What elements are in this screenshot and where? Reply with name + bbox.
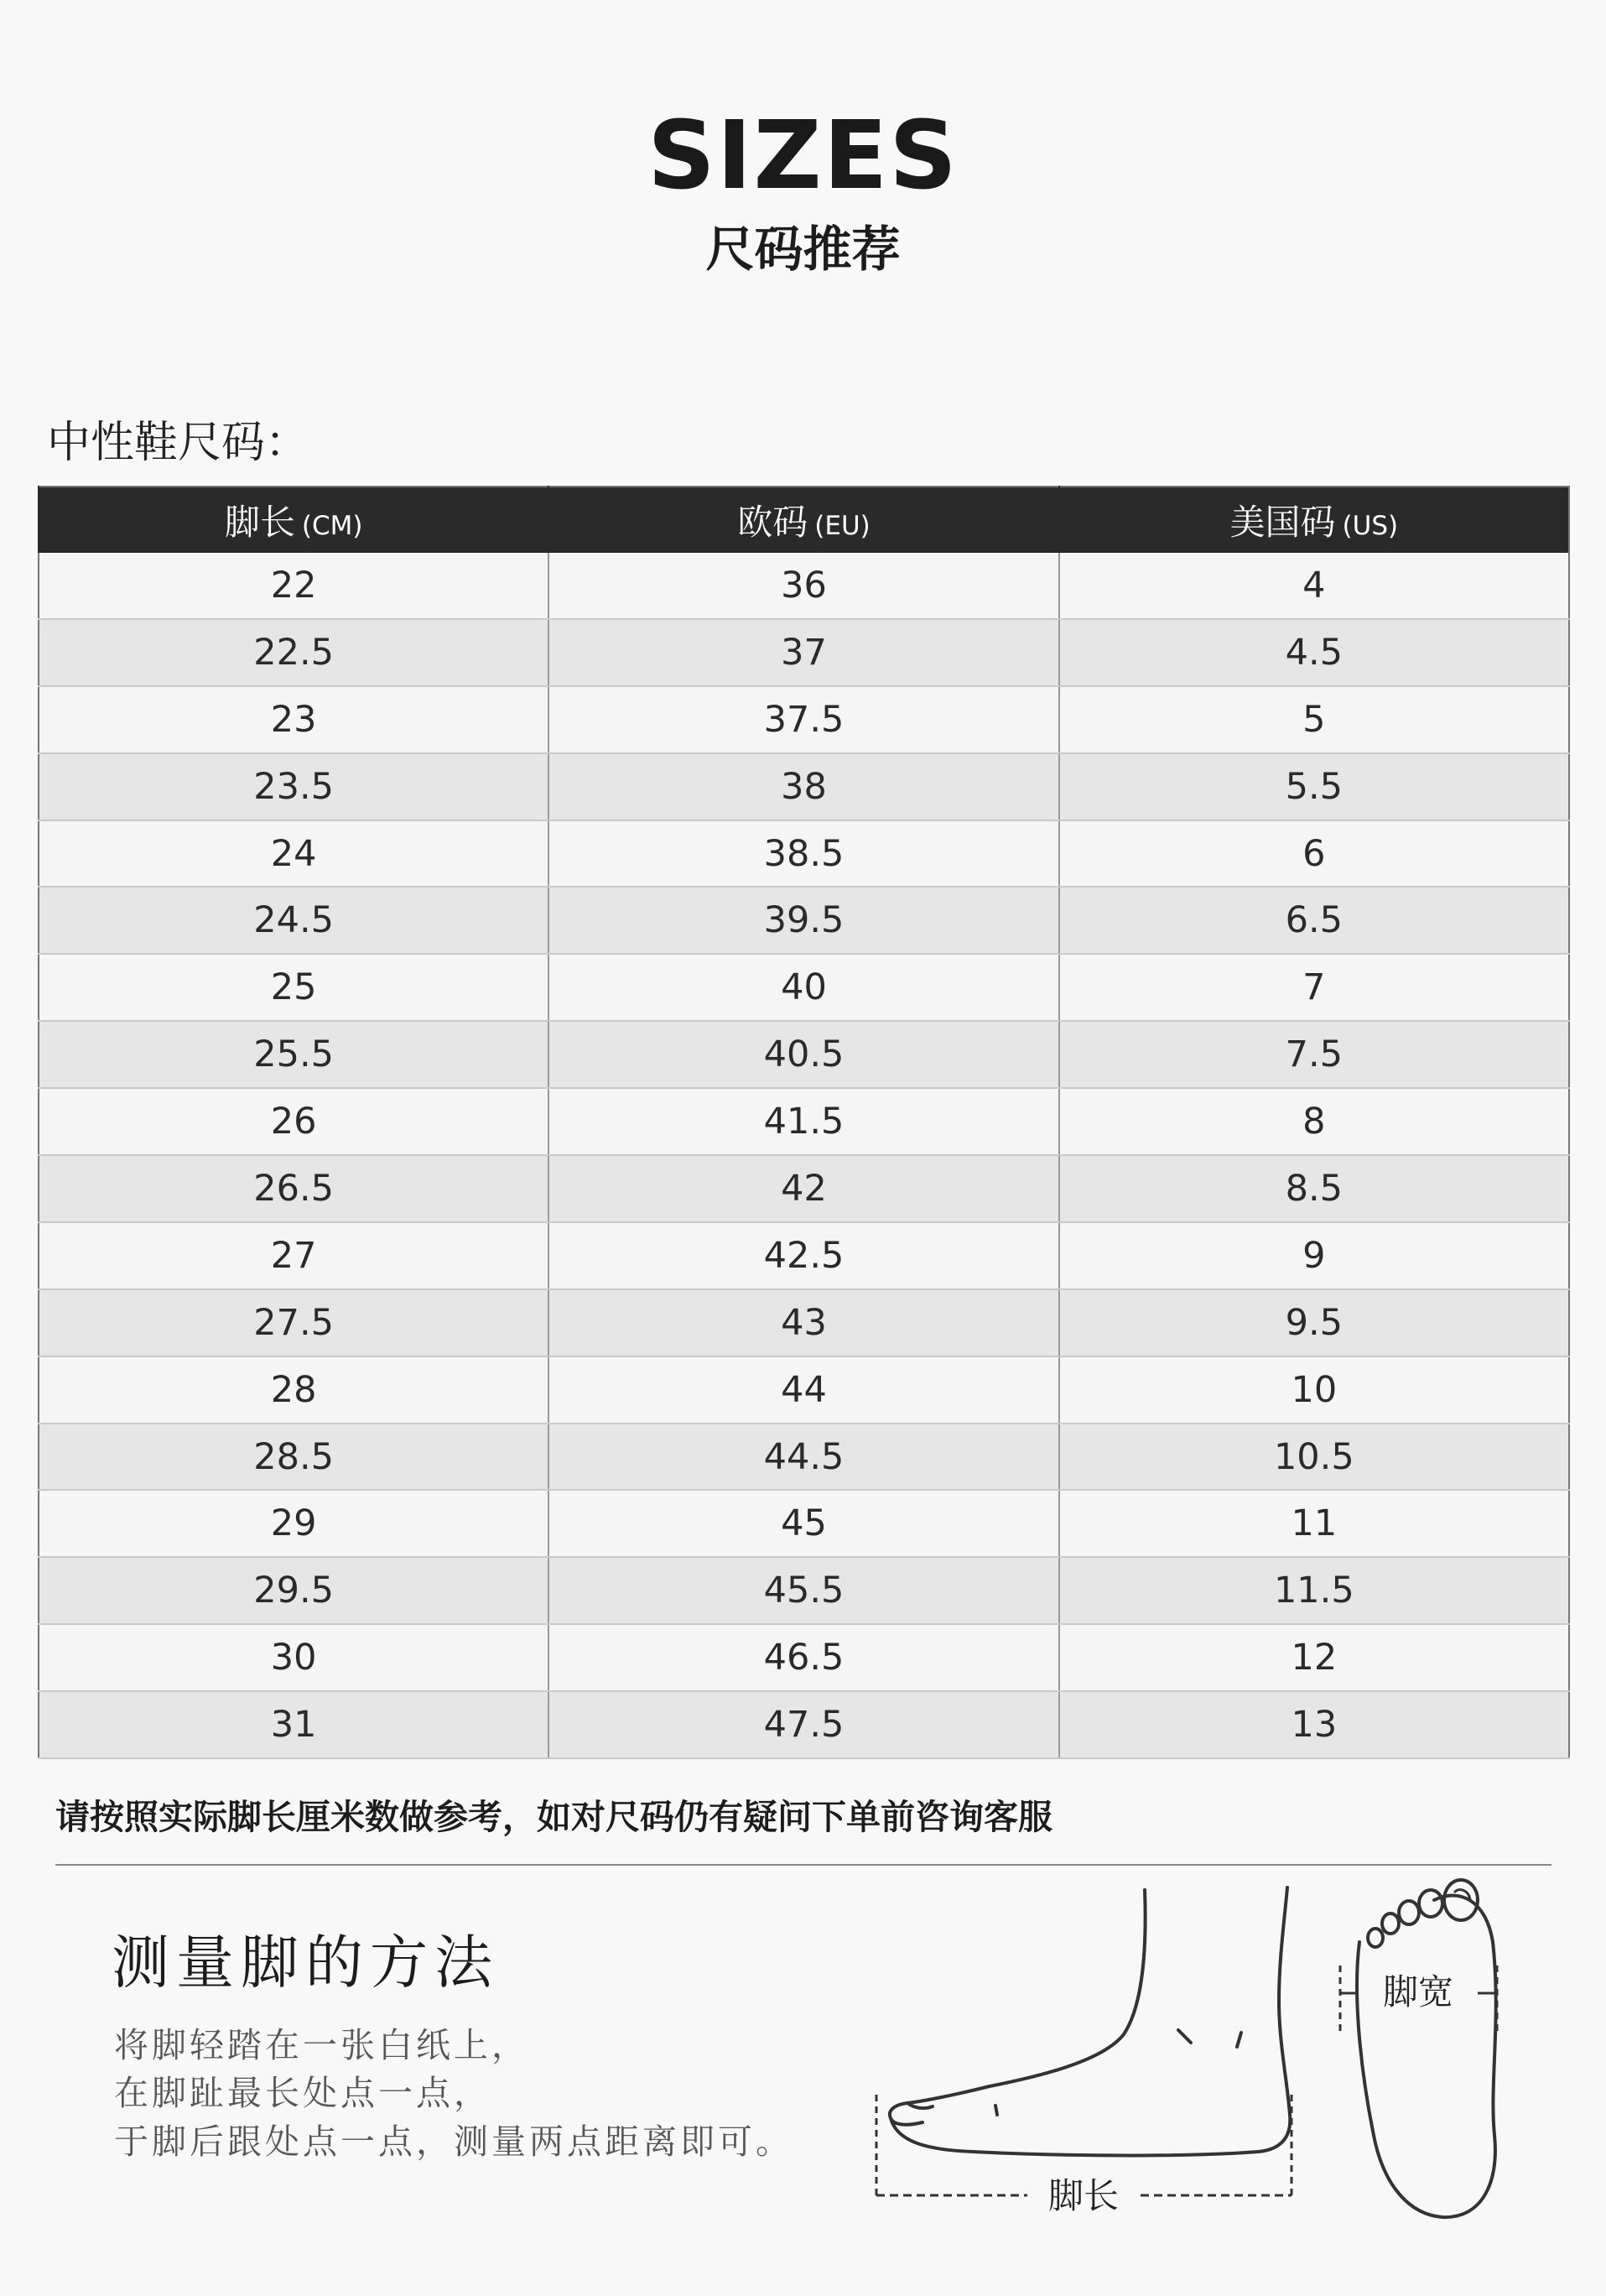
table-row — [39, 887, 1569, 954]
sizing-note: 请按照实际脚长厘米数做参考，如对尺码仍有疑问下单前咨询客服 — [55, 1797, 1052, 1837]
cell-eu-size: 46.5 — [548, 1624, 1058, 1691]
cell-us-size: 8.5 — [1059, 1155, 1569, 1222]
method-title: 测量脚的方法 — [112, 1929, 499, 1997]
column-unit: (CM) — [301, 511, 363, 541]
size-table — [38, 486, 1570, 1759]
table-header-row — [39, 487, 1569, 553]
table-row — [39, 1155, 1569, 1222]
table-row — [39, 553, 1569, 619]
cell-foot-length-cm: 22.5 — [39, 619, 548, 686]
cell-foot-length-cm: 28.5 — [39, 1424, 548, 1491]
cell-foot-length-cm: 25 — [39, 954, 548, 1021]
cell-foot-length-cm: 24 — [39, 820, 548, 888]
method-step-1: 将脚轻踏在一张白纸上， — [114, 2025, 529, 2065]
cell-foot-length-cm: 25.5 — [39, 1021, 548, 1088]
cell-foot-length-cm: 31 — [39, 1691, 548, 1758]
table-row — [39, 1424, 1569, 1491]
cell-us-size: 9 — [1059, 1222, 1569, 1289]
column-header-eu — [548, 487, 1058, 553]
cell-eu-size: 42 — [548, 1155, 1058, 1222]
table-row — [39, 1691, 1569, 1758]
cell-us-size: 5.5 — [1059, 753, 1569, 820]
cell-us-size: 9.5 — [1059, 1289, 1569, 1356]
cell-us-size: 6.5 — [1059, 887, 1569, 954]
column-label: 欧码 — [737, 502, 808, 543]
cell-foot-length-cm: 27.5 — [39, 1289, 548, 1356]
foot-measure-diagram — [855, 1866, 1543, 2252]
cell-eu-size: 45.5 — [548, 1557, 1058, 1624]
foot-width-label: 脚宽 — [1382, 1971, 1454, 2012]
table-row — [39, 1490, 1569, 1557]
cell-eu-size: 36 — [548, 553, 1058, 619]
method-step-2: 在脚趾最长处点一点， — [114, 2073, 491, 2113]
cell-eu-size: 42.5 — [548, 1222, 1058, 1289]
cell-us-size: 11 — [1059, 1490, 1569, 1557]
cell-eu-size: 40 — [548, 954, 1058, 1021]
cell-foot-length-cm: 30 — [39, 1624, 548, 1691]
table-body — [39, 553, 1569, 1758]
table-row — [39, 1624, 1569, 1691]
cell-foot-length-cm: 29 — [39, 1490, 548, 1557]
cell-eu-size: 38.5 — [548, 820, 1058, 888]
cell-foot-length-cm: 27 — [39, 1222, 548, 1289]
column-unit: (EU) — [814, 511, 871, 541]
column-header-us — [1059, 487, 1569, 553]
cell-foot-length-cm: 29.5 — [39, 1557, 548, 1624]
cell-foot-length-cm: 28 — [39, 1356, 548, 1424]
table-row — [39, 1557, 1569, 1624]
cell-us-size: 13 — [1059, 1691, 1569, 1758]
cell-us-size: 4.5 — [1059, 619, 1569, 686]
cell-eu-size: 37 — [548, 619, 1058, 686]
column-label: 美国码 — [1229, 502, 1336, 543]
table-row — [39, 1222, 1569, 1289]
cell-foot-length-cm: 22 — [39, 553, 548, 619]
cell-eu-size: 43 — [548, 1289, 1058, 1356]
column-header-foot-length — [39, 487, 548, 553]
table-row — [39, 619, 1569, 686]
section-label: 中性鞋尺码： — [47, 418, 309, 468]
table-row — [39, 1088, 1569, 1155]
cell-foot-length-cm: 23.5 — [39, 753, 548, 820]
side-foot-illustration — [890, 1887, 1290, 2156]
table-row — [39, 1289, 1569, 1356]
cell-us-size: 7.5 — [1059, 1021, 1569, 1088]
cell-eu-size: 47.5 — [548, 1691, 1058, 1758]
cell-us-size: 10.5 — [1059, 1424, 1569, 1491]
cell-foot-length-cm: 26.5 — [39, 1155, 548, 1222]
cell-us-size: 12 — [1059, 1624, 1569, 1691]
table-row — [39, 820, 1569, 888]
cell-foot-length-cm: 24.5 — [39, 887, 548, 954]
cell-eu-size: 40.5 — [548, 1021, 1058, 1088]
cell-us-size: 11.5 — [1059, 1557, 1569, 1624]
page-subtitle: 尺码推荐 — [705, 221, 901, 278]
divider — [55, 1864, 1551, 1866]
table-row — [39, 686, 1569, 753]
cell-us-size: 8 — [1059, 1088, 1569, 1155]
cell-us-size: 4 — [1059, 553, 1569, 619]
foot-length-label: 脚长 — [1047, 2175, 1120, 2216]
table-row — [39, 1021, 1569, 1088]
column-label: 脚长 — [224, 502, 295, 543]
cell-eu-size: 44.5 — [548, 1424, 1058, 1491]
cell-eu-size: 37.5 — [548, 686, 1058, 753]
page-title: SIZES — [647, 102, 959, 211]
cell-foot-length-cm: 26 — [39, 1088, 548, 1155]
method-step-3: 于脚后跟处点一点，测量两点距离即可。 — [114, 2122, 793, 2162]
top-foot-illustration — [1357, 1880, 1496, 2217]
cell-eu-size: 39.5 — [548, 887, 1058, 954]
table-row — [39, 753, 1569, 820]
cell-us-size: 5 — [1059, 686, 1569, 753]
table-row — [39, 954, 1569, 1021]
cell-foot-length-cm: 23 — [39, 686, 548, 753]
cell-eu-size: 38 — [548, 753, 1058, 820]
table-row — [39, 1356, 1569, 1424]
cell-eu-size: 44 — [548, 1356, 1058, 1424]
cell-eu-size: 41.5 — [548, 1088, 1058, 1155]
column-unit: (US) — [1342, 511, 1399, 541]
cell-us-size: 6 — [1059, 820, 1569, 888]
cell-us-size: 10 — [1059, 1356, 1569, 1424]
cell-us-size: 7 — [1059, 954, 1569, 1021]
cell-eu-size: 45 — [548, 1490, 1058, 1557]
